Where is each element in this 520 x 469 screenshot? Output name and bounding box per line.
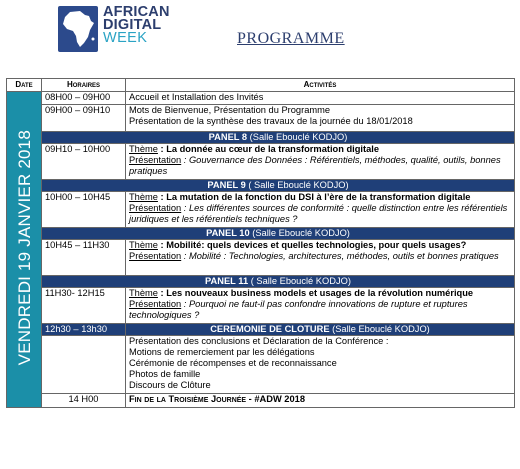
time-cell: 11H30- 12H15 (42, 288, 126, 324)
table-row (7, 394, 515, 408)
panel-label: PANEL 10 (206, 228, 250, 238)
time-cell: 08H00 – 09H00 (42, 92, 126, 105)
theme-text: : La mutation de la fonction du DSI à l’ère de la transformation digitale (157, 192, 471, 202)
panel-room: ( Salle Ebouclé KODJO) (245, 180, 349, 190)
activity-cell (126, 105, 515, 132)
ceremony-cell (126, 324, 515, 336)
presentation-text: : Les différentes sources de conformité : quelle distinction entre les référentiels juridiques et les référentiels techniques ? (129, 203, 508, 224)
panel-cell (42, 228, 515, 240)
activity-line: Présentation des conclusions et Déclaration de la Conférence : (129, 336, 389, 346)
theme-text: : Mobilité: quels devices et quelles technologies, pour quels usages? (157, 240, 467, 250)
theme-label: Thème (129, 240, 158, 250)
brand-line-3: WEEK (103, 30, 148, 46)
activity-cell (126, 144, 515, 180)
panel-row (7, 228, 515, 240)
ceremony-room: (Salle Ebouclé KODJO) (329, 324, 430, 334)
logo (58, 6, 98, 52)
activity-cell (126, 240, 515, 276)
activity-cell (126, 288, 515, 324)
activity-line: Mots de Bienvenue, Présentation du Programme (129, 105, 331, 115)
activity-line: Cérémonie de récompenses et de reconnaissance (129, 358, 337, 368)
theme-text: : La donnée au cœur de la transformation digitale (157, 144, 380, 154)
activity-line: Photos de famille (129, 369, 201, 379)
time-cell: 14 H00 (42, 394, 126, 408)
panel-label: PANEL 8 (208, 132, 248, 142)
table-header-row (7, 79, 515, 92)
ceremony-label: CEREMONIE DE CLOTURE (210, 324, 330, 334)
presentation-label: Présentation (129, 251, 182, 261)
theme-label: Thème (129, 192, 158, 202)
activity-cell: Fin de la Troisième Journée - #ADW 2018 (126, 394, 515, 408)
panel-row (7, 132, 515, 144)
presentation-text: : Mobilité : Technologies, architectures, méthodes, outils et bonnes pratiques (181, 251, 499, 261)
time-cell (42, 336, 126, 394)
presentation-label: Présentation (129, 155, 182, 165)
date-label: VENDREDI 19 JANVIER 2018 (14, 130, 34, 366)
table-row (7, 336, 515, 394)
ceremony-time: 12h30 – 13h30 (42, 324, 126, 336)
header-date: Date (7, 79, 42, 92)
page-title: PROGRAMME (237, 30, 345, 47)
panel-cell (42, 180, 515, 192)
activity-cell (126, 192, 515, 228)
table-row (7, 144, 515, 180)
panel-cell (42, 276, 515, 288)
panel-cell (42, 132, 515, 144)
theme-label: Thème (129, 144, 158, 154)
theme-text: : Les nouveaux business models et usages de la révolution numérique (157, 288, 474, 298)
activity-line: Motions de remerciement par les délégations (129, 347, 315, 357)
presentation-text: : Gouvernance des Données : Référentiels, méthodes, qualité, outils, bonnes pratiques (129, 155, 501, 176)
table-row (7, 288, 515, 324)
panel-row (7, 276, 515, 288)
activity-cell (126, 336, 515, 394)
table-row (7, 240, 515, 276)
presentation-label: Présentation (129, 203, 182, 213)
activity-cell: Accueil et Installation des Invités (126, 92, 515, 105)
panel-label: PANEL 11 (205, 276, 249, 286)
brand-name (103, 6, 170, 45)
africa-map-icon (58, 6, 98, 52)
time-cell: 09H10 – 10H00 (42, 144, 126, 180)
panel-row (7, 180, 515, 192)
table-row (7, 105, 515, 132)
brand-line-2: DIGITAL (103, 17, 162, 33)
time-cell: 10H00 – 10H45 (42, 192, 126, 228)
table-row (7, 192, 515, 228)
header-activites: Activités (126, 79, 515, 92)
panel-room: ( Salle Ebouclé KODJO) (248, 276, 351, 286)
table-row (7, 92, 515, 105)
date-cell (7, 92, 42, 408)
activity-line: Présentation de la synthèse des travaux de la journée du 18/01/2018 (129, 116, 413, 126)
panel-room: (Salle Ebouclé KODJO) (249, 228, 350, 238)
schedule-table (6, 78, 515, 408)
time-cell: 09H00 – 09H10 (42, 105, 126, 132)
panel-label: PANEL 9 (207, 180, 246, 190)
activity-line: Discours de Clôture (129, 380, 211, 390)
ceremony-row (7, 324, 515, 336)
time-cell: 10H45 – 11H30 (42, 240, 126, 276)
header-horaires: Horaires (42, 79, 126, 92)
panel-room: (Salle Ebouclé KODJO) (247, 132, 348, 142)
theme-label: Thème (129, 288, 158, 298)
presentation-label: Présentation (129, 299, 182, 309)
brand-line-1: AFRICAN (103, 4, 170, 20)
presentation-text: : Pourquoi ne faut-il pas confondre innovations de rupture et ruptures technologiques ? (129, 299, 468, 320)
